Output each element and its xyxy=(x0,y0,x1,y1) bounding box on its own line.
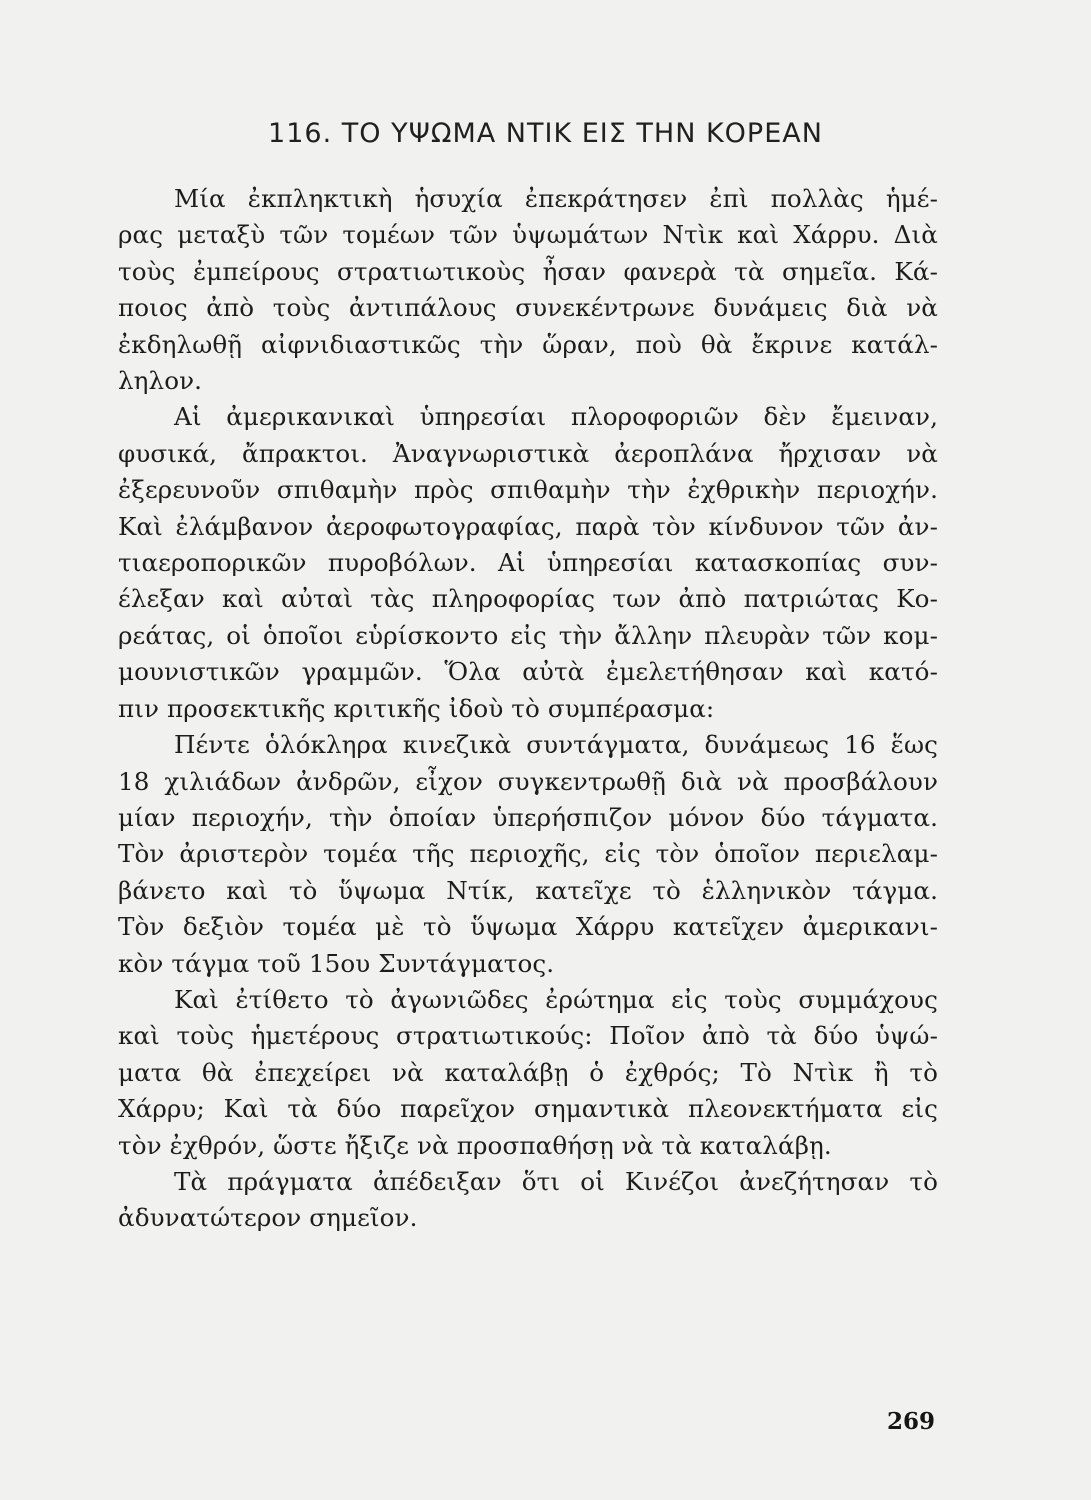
text-line: Καὶ ἐλάμβανον ἀεροφωτογραφίας, παρὰ τὸν κίνδυνον τῶν ἀν- xyxy=(118,511,938,541)
text-line: τοὺς ἐμπείρους στρατιωτικοὺς ἦσαν φανερὰ τὰ σημεῖα. Κά- xyxy=(118,256,938,286)
text-line: Τὸν δεξιὸν τομέα μὲ τὸ ὕψωμα Χάρρυ κατεῖχεν ἀμερικανι- xyxy=(118,912,938,942)
text-line: βάνετο καὶ τὸ ὕψωμα Ντίκ, κατεῖχε τὸ ἑλληνικὸν τάγμα. xyxy=(118,875,938,905)
text-line: πιν προσεκτικῆς κριτικῆς ἰδοὺ τὸ συμπέρασμα: xyxy=(118,693,715,723)
text-line: Αἱ ἀμερικανικαὶ ὑπηρεσίαι πλοροφοριῶν δὲν ἔμειναν, xyxy=(174,402,938,432)
text-line: καὶ τοὺς ἡμετέρους στρατιωτικούς: Ποῖον ἀπὸ τὰ δύο ὑψώ- xyxy=(118,1021,938,1051)
text-line: μίαν περιοχήν, τὴν ὁποίαν ὑπερήσπιζον μόνον δύο τάγματα. xyxy=(118,802,938,832)
text-line: ἐκδηλωθῇ αἰφνιδιαστικῶς τὴν ὥραν, ποὺ θὰ ἔκρινε κατάλ- xyxy=(118,329,938,359)
text-line: κὸν τάγμα τοῦ 15ου Συντάγματος. xyxy=(118,948,555,978)
paragraph-5 xyxy=(118,1164,938,1237)
paragraph-4 xyxy=(118,982,938,1164)
text-line: ληλον. xyxy=(118,366,203,396)
text-line: ματα θὰ ἐπεχείρει νὰ καταλάβῃ ὁ ἐχθρός; Τὸ Ντὶκ ἢ τὸ xyxy=(118,1057,938,1087)
page-number: 269 xyxy=(886,1408,935,1435)
body-text xyxy=(118,181,938,1237)
text-line: έλεξαν καὶ αὐταὶ τὰς πληροφορίας των ἀπὸ πατριώτας Κο- xyxy=(118,584,938,614)
text-line: 18 χιλιάδων ἀνδρῶν, εἶχον συγκεντρωθῇ διὰ νὰ προσβάλουν xyxy=(118,766,938,796)
text-line: Καὶ ἐτίθετο τὸ ἀγωνιῶδες ἐρώτημα εἰς τοὺς συμμάχους xyxy=(174,984,938,1014)
text-line: ποιος ἀπὸ τοὺς ἀντιπάλους συνεκέντρωνε δυνάμεις διὰ νὰ xyxy=(118,293,938,323)
text-line: Χάρρυ; Καὶ τὰ δύο παρεῖχον σημαντικὰ πλεονεκτήματα εἰς xyxy=(118,1094,938,1124)
text-line: ρεάτας, οἱ ὁποῖοι εὑρίσκοντο εἰς τὴν ἄλλην πλευρὰν τῶν κομ- xyxy=(118,620,938,650)
text-line: Τὸν ἀριστερὸν τομέα τῆς περιοχῆς, εἰς τὸν ὁποῖον περιελαμ- xyxy=(118,839,938,869)
text-line: τὸν ἐχθρόν, ὥστε ἤξιζε νὰ προσπαθήσῃ νὰ τὰ καταλάβῃ. xyxy=(118,1130,832,1160)
text-line: ἐξερευνοῦν σπιθαμὴν πρὸς σπιθαμὴν τὴν ἐχθρικὴν περιοχήν. xyxy=(118,475,938,505)
text-line: ρας μεταξὺ τῶν τομέων τῶν ὑψωμάτων Ντὶκ καὶ Χάρρυ. Διὰ xyxy=(118,220,938,250)
text-line: ἀδυνατώτερον σημεῖον. xyxy=(118,1203,418,1233)
paragraph-3 xyxy=(118,727,938,982)
chapter-heading: 116. ΤΟ ΥΨΩΜΑ ΝΤΙΚ ΕΙΣ ΤΗΝ ΚΟΡΕΑΝ xyxy=(268,118,823,149)
text-line: Μία ἐκπληκτικὴ ἡσυχία ἐπεκράτησεν ἐπὶ πολλὰς ἡμέ- xyxy=(174,184,938,213)
text-line: φυσικά, ἄπρακτοι. Ἀναγνωριστικὰ ἀεροπλάνα ἤρχισαν νὰ xyxy=(118,438,938,468)
text-line: Πέντε ὁλόκληρα κινεζικὰ συντάγματα, δυνάμεως 16 ἕως xyxy=(174,730,938,760)
paragraph-1 xyxy=(118,181,938,399)
text-line: Τὰ πράγματα ἀπέδειξαν ὅτι οἱ Κινέζοι ἀνεζήτησαν τὸ xyxy=(174,1166,938,1196)
paragraph-2 xyxy=(118,399,938,727)
text-line: τιαεροπορικῶν πυροβόλων. Αἱ ὑπηρεσίαι κατασκοπίας συν- xyxy=(118,548,938,578)
text-line: μουνιστικῶν γραμμῶν. Ὅλα αὐτὰ ἐμελετήθησαν καὶ κατό- xyxy=(118,657,938,687)
